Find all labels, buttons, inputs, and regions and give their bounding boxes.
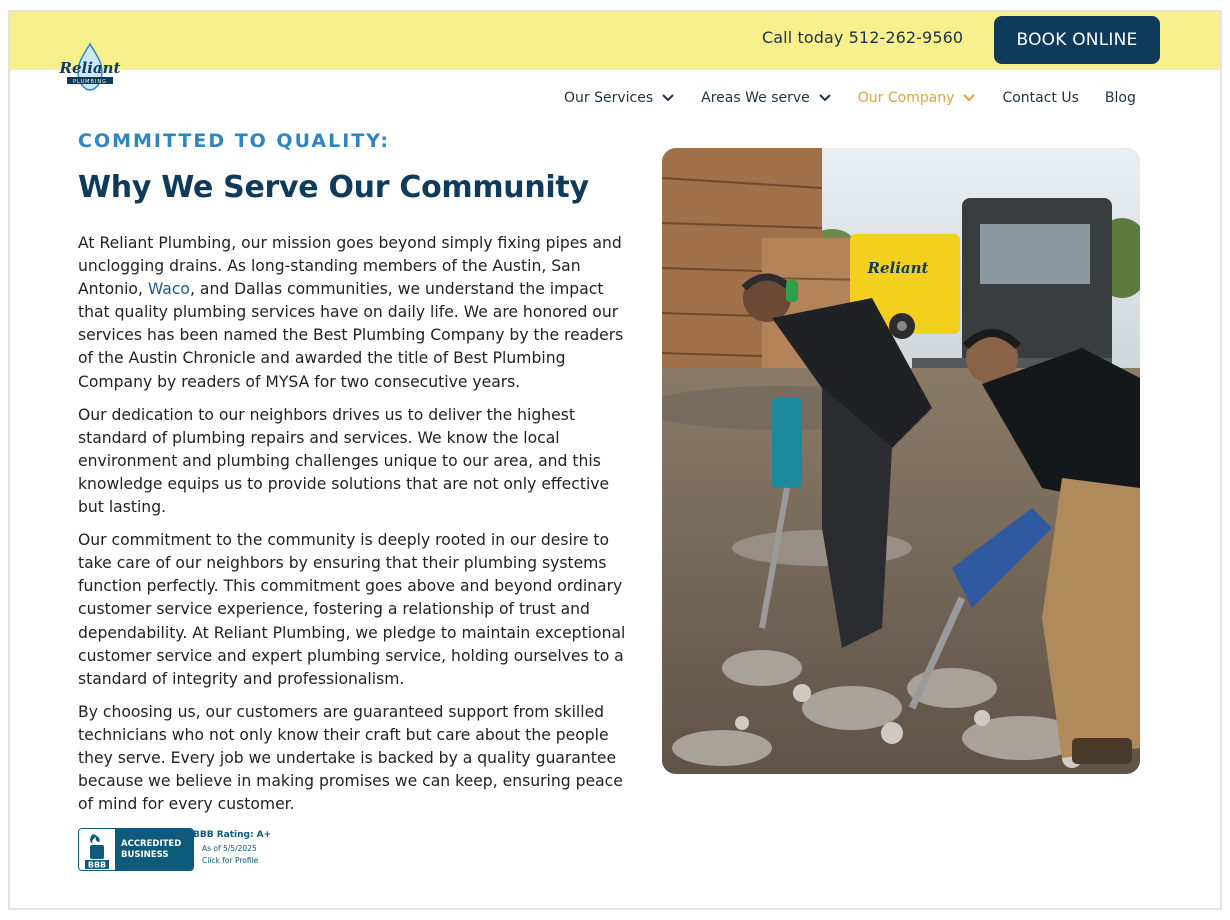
nav-label: Areas We serve bbox=[701, 90, 810, 106]
nav-label: Contact Us bbox=[1002, 90, 1079, 106]
nav-label: Our Company bbox=[857, 90, 955, 106]
nav-label: Blog bbox=[1104, 90, 1136, 106]
paragraph-text: , and Dallas communities, we understand the impact that quality plumbing services have on daily life. We are honored our services has been named the Best Plumbing Company by the readers of the Austin Chronicle and awarded the title of Best Plumbing Company by readers of MYSA for two consecutive years. bbox=[78, 280, 624, 391]
reliant-logo[interactable] bbox=[58, 42, 122, 98]
logo-wordmark: Reliant bbox=[59, 59, 121, 77]
paragraph-guarantee: By choosing us, our customers are guaranteed support from skilled technicians who not only know their craft but care about the people they serve. Every job we undertake is backed by a quality guarantee because we believe in making promises we can keep, ensuring peace of mind for every customer. bbox=[78, 702, 623, 814]
logo-subtext: PLUMBING bbox=[72, 79, 108, 85]
bbb-torch-icon bbox=[79, 829, 115, 871]
chevron-down-icon bbox=[818, 93, 832, 103]
bbb-accredited-label bbox=[115, 829, 194, 871]
page-title: Why We Serve Our Community bbox=[78, 170, 589, 205]
page-frame bbox=[8, 10, 1222, 910]
paragraph-mission bbox=[78, 232, 626, 394]
accredited-line: ACCREDITED bbox=[121, 839, 182, 849]
svg-text:BBB: BBB bbox=[87, 860, 107, 870]
phone-link[interactable]: Call today 512-262-9560 bbox=[762, 28, 964, 47]
top-bar bbox=[10, 12, 1220, 70]
nav-our-services[interactable] bbox=[564, 90, 675, 106]
truck-logo-text: Reliant bbox=[867, 259, 929, 277]
nav-blog[interactable] bbox=[1105, 90, 1136, 106]
technicians-photo bbox=[662, 148, 1140, 774]
nav-areas-we-serve[interactable] bbox=[701, 90, 832, 106]
bbb-profile-link[interactable]: Click for Profile bbox=[202, 856, 259, 865]
accredited-line: BUSINESS bbox=[121, 850, 169, 860]
chevron-down-icon bbox=[661, 93, 675, 103]
nav-our-company[interactable] bbox=[858, 90, 977, 106]
nav-label: Our Services bbox=[564, 90, 654, 106]
section-eyebrow: COMMITTED TO QUALITY: bbox=[78, 130, 390, 152]
nav-contact-us[interactable] bbox=[1002, 90, 1078, 106]
bbb-seal bbox=[78, 828, 194, 871]
book-online-button[interactable]: BOOK ONLINE bbox=[994, 16, 1160, 64]
paragraph-text: At Reliant Plumbing, our mission goes beyond simply fixing pipes and unclogging drains. As long-standing members of the Austin, San Antonio, bbox=[78, 234, 622, 299]
main-nav bbox=[564, 86, 1136, 110]
bbb-badge[interactable] bbox=[78, 828, 278, 872]
bbb-rating: BBB Rating: A+ bbox=[193, 830, 272, 840]
bbb-rating-date: As of 5/5/2025 bbox=[202, 844, 257, 853]
chevron-down-icon bbox=[962, 93, 976, 103]
paragraph-commitment: Our commitment to the community is deeply rooted in our desire to take care of our neighbors by ensuring that their plumbing systems function perfectly. This commitment goes above and beyond ordinary customer service experience, fostering a relationship of trust and dependability. At Reliant Plumbing, we pledge to maintain exceptional customer service and expert plumbing service, holding ourselves to a standard of integrity and professionalism. bbox=[78, 531, 626, 688]
registered-mark: ® bbox=[189, 862, 195, 869]
paragraph-dedication: Our dedication to our neighbors drives us to deliver the highest standard of plumbing repairs and services. We know the local environment and plumbing challenges unique to our area, and this knowledge equips us to provide solutions that are not only effective but lasting. bbox=[78, 405, 610, 517]
waco-link[interactable]: Waco bbox=[147, 280, 190, 299]
body-copy bbox=[78, 232, 626, 816]
